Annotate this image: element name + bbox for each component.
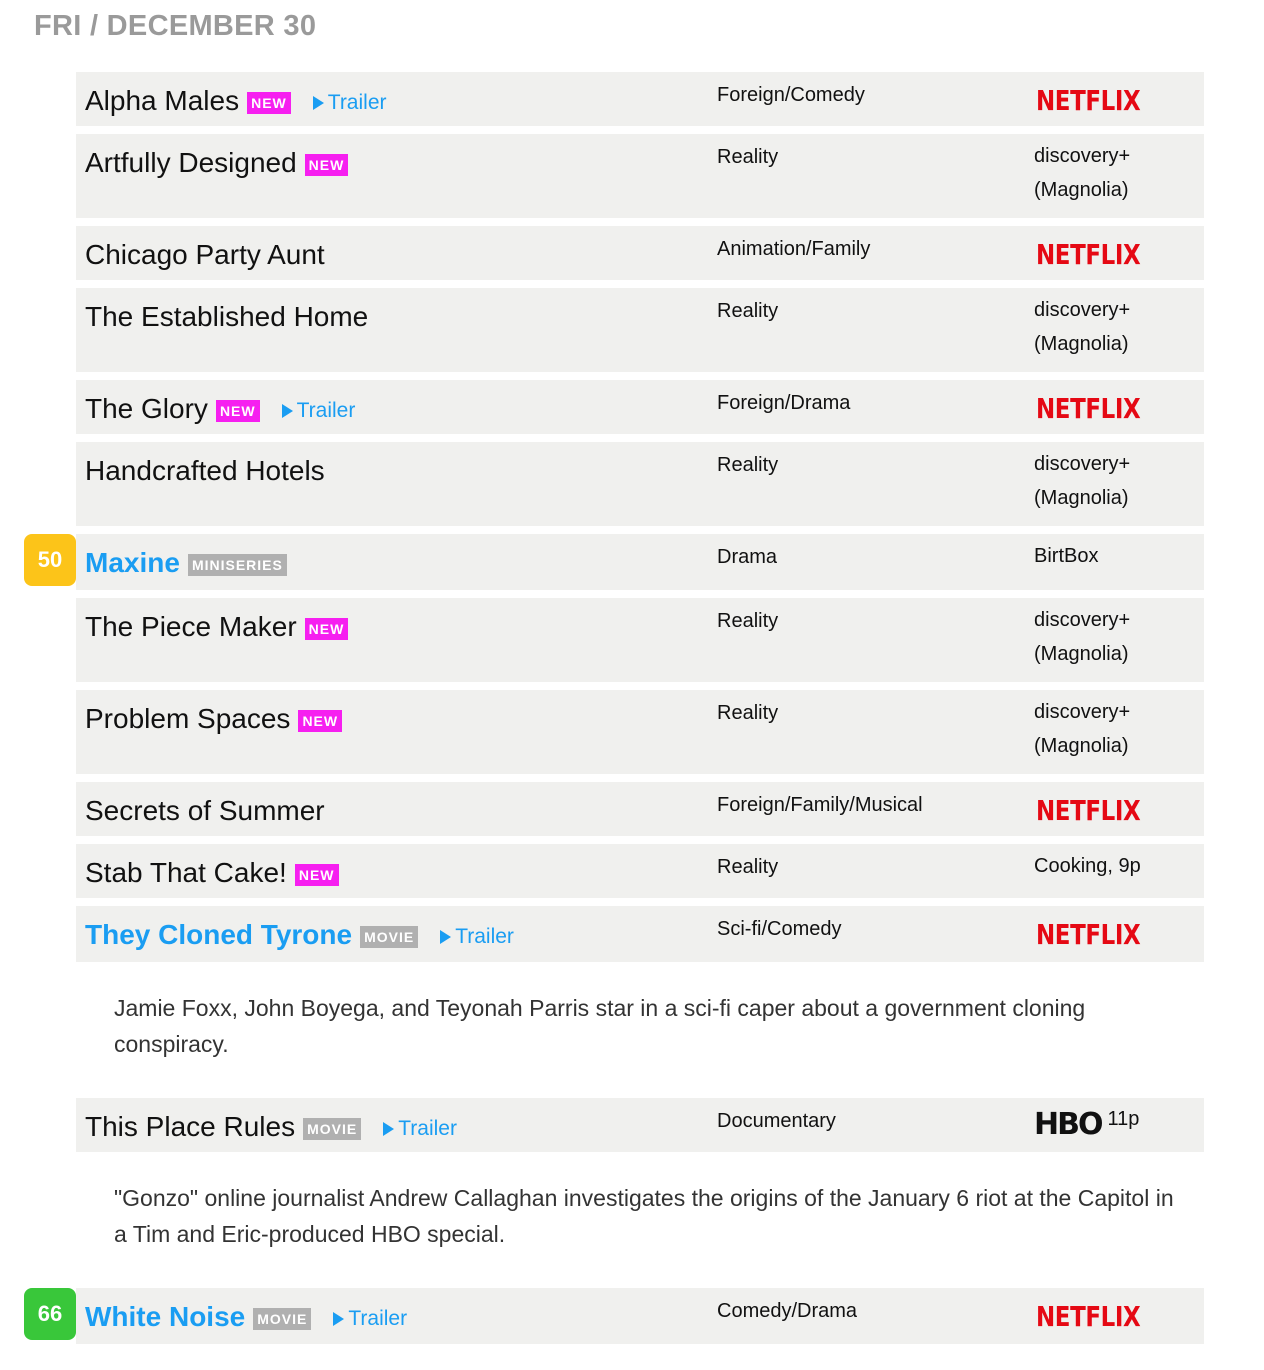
listing-title: Problem Spaces (85, 703, 291, 734)
listing-row-this-place-rules (76, 1098, 1204, 1152)
listing-title: The Glory (85, 393, 208, 424)
genre: Sci-fi/Comedy (717, 918, 842, 940)
network (1034, 1107, 1140, 1142)
listing-description: "Gonzo" online journalist Andrew Callaghan investigates the origins of the January 6 riot at the Capitol in a Tim and Eric-produced HBO special. (114, 1185, 1174, 1247)
new-badge: NEW (216, 400, 260, 422)
listing-row-the-glory (76, 380, 1204, 434)
genre: Reality (717, 702, 779, 724)
listing-title-link[interactable]: They Cloned Tyrone (85, 919, 353, 950)
play-icon (333, 1312, 344, 1326)
genre: Reality (717, 300, 779, 322)
listing-title: The Established Home (85, 301, 369, 332)
listing-row-chicago-party-aunt (76, 226, 1204, 280)
play-icon (383, 1122, 394, 1136)
listing-row-they-cloned-tyrone (76, 906, 1204, 962)
listing-row-handcrafted-hotels (76, 442, 1204, 526)
netflix-logo: NETFLIX (1036, 1300, 1141, 1333)
genre: Reality (717, 454, 779, 476)
genre: Animation/Family (717, 238, 871, 260)
trailer-link[interactable]: Trailer (383, 1117, 457, 1141)
genre: Comedy/Drama (717, 1300, 858, 1322)
new-badge: NEW (247, 92, 291, 114)
play-icon (440, 930, 451, 944)
air-time: 11p (1107, 1108, 1140, 1130)
listing-title: Chicago Party Aunt (85, 239, 325, 270)
genre: Drama (717, 546, 778, 568)
network: discovery+ (Magnolia) (1034, 453, 1131, 509)
netflix-logo: NETFLIX (1036, 84, 1141, 117)
new-badge: NEW (305, 618, 349, 640)
listing-description: Jamie Foxx, John Boyega, and Teyonah Parris star in a sci-fi caper about a government cloning conspiracy. (114, 995, 1086, 1057)
genre: Reality (717, 610, 779, 632)
listing-row-secrets-of-summer (76, 782, 1204, 836)
new-badge: NEW (305, 154, 349, 176)
netflix-logo: NETFLIX (1036, 392, 1141, 425)
listing-row-stab-that-cake (76, 844, 1204, 898)
listing-row-alpha-males (76, 72, 1204, 126)
trailer-link[interactable]: Trailer (313, 91, 387, 115)
play-icon (313, 96, 324, 110)
network: discovery+ (Magnolia) (1034, 609, 1131, 665)
netflix-logo: NETFLIX (1036, 794, 1141, 827)
date-heading: FRI / DECEMBER 30 (34, 10, 317, 42)
listing-title-link[interactable]: Maxine (85, 547, 180, 578)
genre: Foreign/Drama (717, 392, 851, 414)
network: discovery+ (Magnolia) (1034, 299, 1131, 355)
listing-title: Alpha Males (85, 85, 240, 116)
netflix-logo: NETFLIX (1036, 238, 1141, 271)
listing-title: This Place Rules (85, 1111, 296, 1142)
network: discovery+ (Magnolia) (1034, 145, 1131, 201)
listing-row-artfully-designed (76, 134, 1204, 218)
genre: Foreign/Family/Musical (717, 794, 923, 816)
listing-title: Handcrafted Hotels (85, 455, 325, 486)
play-icon (282, 404, 293, 418)
listing-row-problem-spaces (76, 690, 1204, 774)
movie-badge: MOVIE (303, 1118, 361, 1140)
genre: Reality (717, 856, 779, 878)
listing-row-the-established-home (76, 288, 1204, 372)
listing-title: Artfully Designed (85, 147, 297, 178)
miniseries-badge: MINISERIES (188, 554, 287, 576)
genre: Reality (717, 146, 779, 168)
listing-title: The Piece Maker (85, 611, 297, 642)
new-badge: NEW (298, 710, 342, 732)
trailer-link[interactable]: Trailer (333, 1307, 407, 1331)
genre: Foreign/Comedy (717, 84, 865, 106)
network: Cooking, 9p (1034, 855, 1141, 877)
listing-row-the-piece-maker (76, 598, 1204, 682)
score-badge: 50 (24, 534, 76, 586)
listing-title-link[interactable]: White Noise (85, 1301, 246, 1332)
hbo-logo: HBO (1034, 1107, 1102, 1142)
netflix-logo: NETFLIX (1036, 918, 1141, 951)
network: discovery+ (Magnolia) (1034, 701, 1131, 757)
score-badge: 66 (24, 1288, 76, 1340)
listing-row-maxine (76, 534, 1204, 590)
listing-title: Secrets of Summer (85, 795, 325, 826)
listing-row-white-noise (76, 1288, 1204, 1344)
genre: Documentary (717, 1110, 836, 1132)
movie-badge: MOVIE (253, 1308, 311, 1330)
movie-badge: MOVIE (360, 926, 418, 948)
new-badge: NEW (295, 864, 339, 886)
network: BirtBox (1034, 545, 1099, 567)
trailer-link[interactable]: Trailer (282, 399, 356, 423)
listing-title: Stab That Cake! (85, 857, 287, 888)
trailer-link[interactable]: Trailer (440, 925, 514, 949)
